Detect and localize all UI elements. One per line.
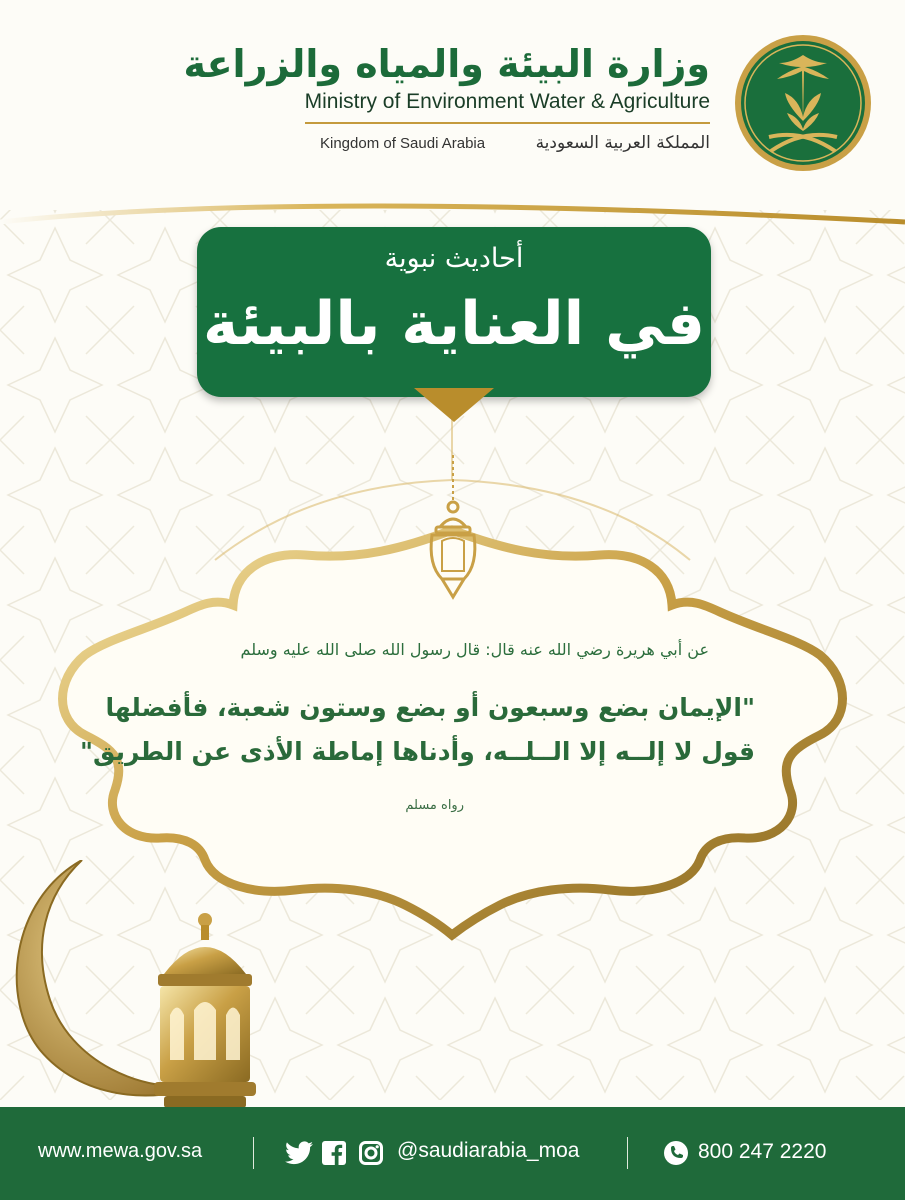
hadith-source: رواه مسلم [405, 798, 464, 813]
banner-pointer-icon [414, 388, 494, 424]
kingdom-arabic: المملكة العربية السعودية [535, 133, 710, 153]
twitter-icon[interactable] [285, 1141, 313, 1165]
phone-icon [662, 1139, 690, 1167]
title-banner [197, 227, 711, 397]
hadith-line-2: قول لا إلــه إلا الــلــه، وأدناها إماطة الأذى عن الطريق" [80, 737, 755, 766]
facebook-icon[interactable] [322, 1141, 346, 1165]
ministry-name-english: Ministry of Environment Water & Agriculture [304, 90, 710, 113]
website-link[interactable]: www.mewa.gov.sa [38, 1140, 203, 1162]
hadith-line-1: "الإيمان بضع وسبعون أو بضع وستون شعبة، فأفضلها [105, 693, 755, 722]
ministry-name-arabic: وزارة البيئة والمياه والزراعة [183, 42, 710, 86]
footer-divider [627, 1137, 628, 1169]
social-handle[interactable]: @saudiarabia_moa [397, 1139, 580, 1162]
footer-bar [0, 1107, 905, 1200]
header-divider [305, 122, 710, 124]
ministry-logo-icon [733, 33, 873, 173]
banner-subtitle: أحاديث نبوية [384, 243, 524, 274]
kingdom-english: Kingdom of Saudi Arabia [320, 135, 486, 152]
hadith-narrator: عن أبي هريرة رضي الله عنه قال: قال رسول الله صلى الله عليه وسلم [240, 640, 709, 659]
footer-divider [253, 1137, 254, 1169]
lantern-icon [418, 455, 488, 605]
instagram-icon[interactable] [359, 1141, 383, 1165]
phone-number[interactable]: 800 247 2220 [698, 1140, 827, 1163]
banner-title: في العناية بالبيئة [202, 289, 706, 359]
gold-lantern-icon [150, 910, 260, 1110]
